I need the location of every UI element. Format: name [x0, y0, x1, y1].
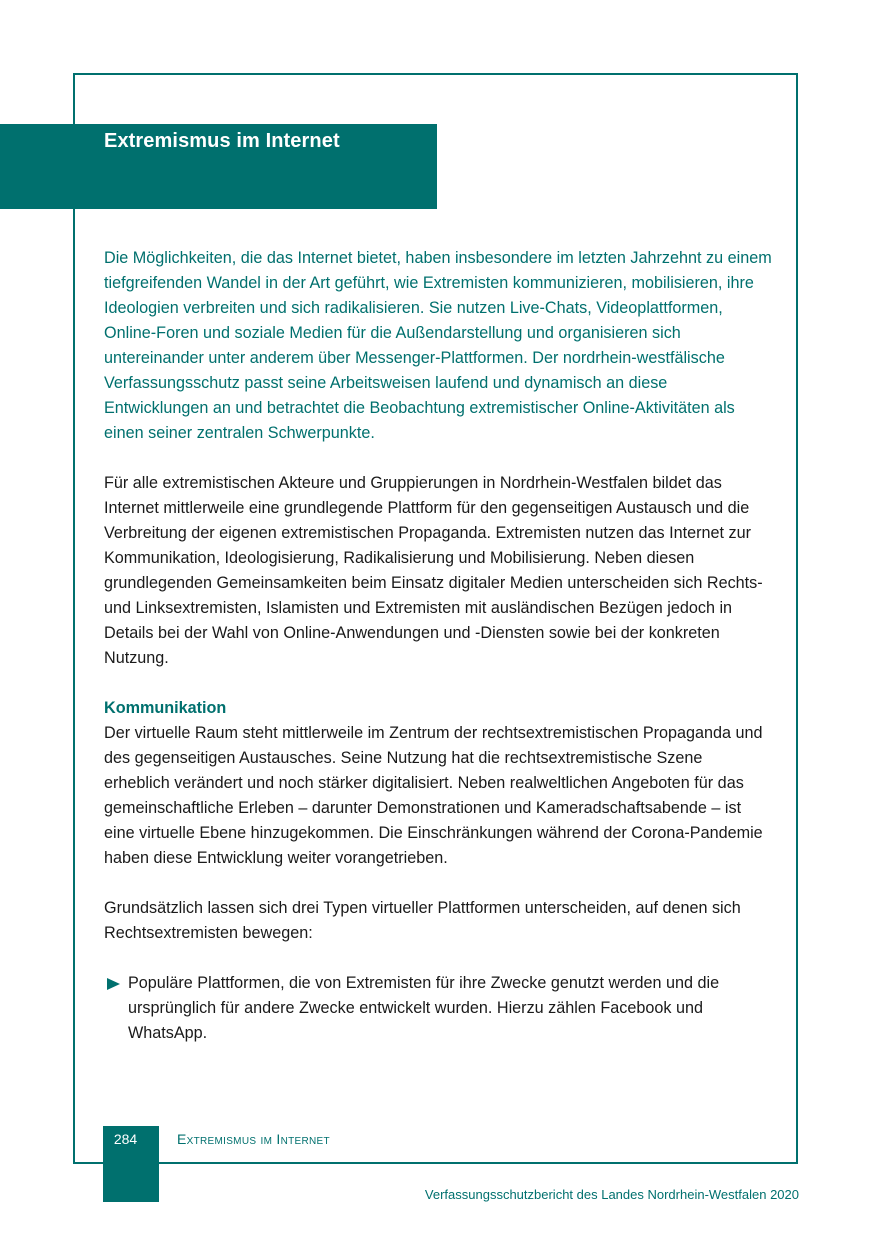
page-number: 284 — [113, 1131, 138, 1147]
triangle-bullet-icon — [107, 978, 120, 990]
body-paragraph: Für alle extremistischen Akteure und Gruppierungen in Nordrhein-Westfalen bildet das Internet mittlerweile eine grundlegende Plattform für den gegenseitigen Austausch und die Verbreitung der eigenen extremistischen Propaganda. Extremisten nutzen das Internet zur Kommunikation, Ideologisierung, Radikalisierung und Mobilisierung. Neben diesen grundlegenden Gemeinsamkeiten beim Einsatz digitaler Medien unterscheiden sich Rechts- und Linksextremisten, Islamisten und Extremisten mit ausländischen Bezügen jedoch in Details bei der Wahl von Online-Anwendungen und -Diensten sowie bei der konkreten Nutzung. — [104, 474, 763, 667]
bullet-item — [104, 971, 772, 1046]
publication-footer: Verfassungsschutzbericht des Landes Nordrhein-Westfalen 2020 — [424, 1187, 799, 1202]
section-title: Extremismus im Internet — [104, 130, 340, 152]
running-head: Extremismus im Internet — [177, 1131, 330, 1147]
bullet-text: Populäre Plattformen, die von Extremisten für ihre Zwecke genutzt werden und die ursprünglich für andere Zwecke entwickelt wurden. Hierzu zählen Facebook und WhatsApp. — [128, 974, 720, 1042]
intro-paragraph: Die Möglichkeiten, die das Internet bietet, haben insbesondere im letzten Jahrzehnt zu einem tiefgreifenden Wandel in der Art geführt, wie Extremisten kommunizieren, mobilisieren, ihre Ideologien verbreiten und sich radikalisieren. Sie nutzen Live-Chats, Videoplattformen, Online-Foren und soziale Medien für die Außendarstellung und organisieren sich untereinander unter anderem über Messenger-Plattformen. Der nordrhein-westfälische Verfassungsschutz passt seine Arbeitsweisen laufend und dynamisch an diese Entwicklungen an und betrachtet die Beobachtung extremistischer Online-Aktivitäten als einen seiner zentralen Schwerpunkte. — [104, 249, 772, 442]
body-paragraph: Grundsätzlich lassen sich drei Typen virtueller Plattformen unterscheiden, auf denen sich Rechtsextremisten bewegen: — [104, 899, 741, 942]
section-title-bar — [0, 124, 437, 209]
page-number-tab — [103, 1126, 159, 1202]
main-content — [104, 246, 772, 1046]
body-paragraph: Der virtuelle Raum steht mittlerweile im Zentrum der rechtsextremistischen Propaganda und des gegenseitigen Austausches. Seine Nutzung hat die rechtsextremistische Szene erheblich verändert und noch stärker digitalisiert. Neben realweltlichen Angeboten für das gemeinschaftliche Erleben – darunter Demonstrationen und Kameradschaftsabende – ist eine virtuelle Ebene hinzugekommen. Die Einschränkungen während der Corona-Pandemie haben diese Entwicklung weiter vorangetrieben. — [104, 724, 763, 867]
subheading-kommunikation: Kommunikation — [104, 699, 227, 717]
